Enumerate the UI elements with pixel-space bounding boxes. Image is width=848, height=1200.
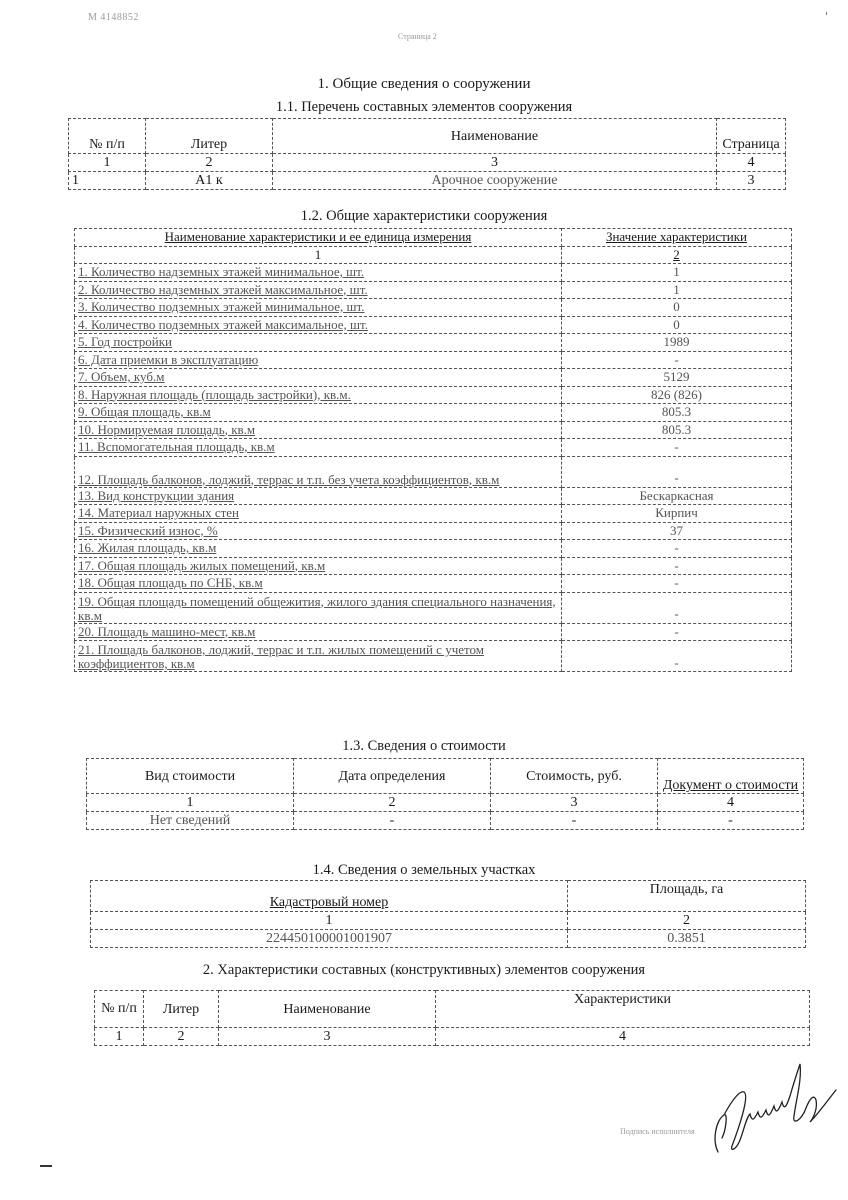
characteristic-name: 7. Объем, куб.м (75, 369, 562, 387)
table-row (75, 351, 792, 369)
characteristic-name: 21. Площадь балконов, лоджий, террас и т.п. жилых помещений с учетом коэффициентов, кв.м (75, 641, 562, 672)
number-cell: 1 (95, 1028, 144, 1046)
table-header-row (87, 759, 804, 794)
number-cell: 1 (75, 246, 562, 264)
characteristic-value: - (562, 439, 792, 457)
characteristic-name: 5. Год постройки (75, 334, 562, 352)
characteristic-value: 5129 (562, 369, 792, 387)
characteristic-value: 805.3 (562, 404, 792, 422)
cell-cadastral-number: 224450100001001907 (91, 930, 568, 948)
table-header-row (69, 119, 786, 154)
number-cell: 1 (69, 154, 146, 172)
elements-table (68, 118, 786, 190)
characteristic-name: 18. Общая площадь по СНБ, кв.м (75, 575, 562, 593)
scan-mark (40, 1165, 52, 1167)
number-cell: 3 (273, 154, 717, 172)
characteristic-name: 15. Физический износ, % (75, 522, 562, 540)
characteristic-value: - (562, 575, 792, 593)
characteristic-name: 9. Общая площадь, кв.м (75, 404, 562, 422)
characteristic-name: 12. Площадь балконов, лоджий, террас и т.п. без учета коэффициентов, кв.м (75, 456, 562, 487)
cell-date: - (294, 812, 491, 830)
table-header-row (75, 229, 792, 247)
table-row (87, 812, 804, 830)
table-row (75, 522, 792, 540)
characteristic-name: 4. Количество подземных этажей максимальное, шт. (75, 316, 562, 334)
header-cell: Литер (144, 991, 219, 1028)
table-row (75, 540, 792, 558)
header-cell: Стоимость, руб. (491, 759, 658, 794)
header-cell: Значение характеристики (562, 229, 792, 247)
characteristic-value: Бескаркасная (562, 487, 792, 505)
cell-liter: А1 к (146, 172, 273, 190)
table-row (75, 623, 792, 641)
table-row (75, 456, 792, 487)
number-cell: 4 (658, 794, 804, 812)
table-number-row (95, 1028, 810, 1046)
number-cell: 4 (436, 1028, 810, 1046)
characteristic-name: 19. Общая площадь помещений общежития, жилого здания специального назначения, кв.м (75, 592, 562, 623)
characteristic-name: 16. Жилая площадь, кв.м (75, 540, 562, 558)
cost-table (86, 758, 804, 830)
number-cell: 2 (146, 154, 273, 172)
header-cell: Наименование характеристики и ее единица измерения (75, 229, 562, 247)
characteristic-name: 17. Общая площадь жилых помещений, кв.м (75, 557, 562, 575)
characteristic-value: - (562, 623, 792, 641)
cell-document: - (658, 812, 804, 830)
characteristic-value: 37 (562, 522, 792, 540)
characteristic-value: - (562, 641, 792, 672)
characteristic-value: 805.3 (562, 421, 792, 439)
page-label: Страница 2 (398, 32, 437, 41)
table-row (75, 316, 792, 334)
characteristic-value: 826 (826) (562, 386, 792, 404)
table-row (75, 334, 792, 352)
number-cell: 1 (87, 794, 294, 812)
number-cell: 2 (568, 912, 806, 930)
table-row (75, 487, 792, 505)
table-row (69, 172, 786, 190)
table-number-row (69, 154, 786, 172)
header-cell: Наименование (219, 991, 436, 1028)
document-number: М 4148852 (88, 12, 139, 23)
table-row (75, 439, 792, 457)
header-cell: Наименование (273, 119, 717, 154)
header-cell: Кадастровый номер (91, 881, 568, 912)
cell-name: Арочное сооружение (273, 172, 717, 190)
header-cell: Дата определения (294, 759, 491, 794)
cell-index: 1 (69, 172, 146, 190)
characteristic-value: - (562, 540, 792, 558)
section-1-1-title: 1.1. Перечень составных элементов сооружения (275, 99, 573, 115)
characteristic-name: 10. Нормируемая площадь, кв.м (75, 421, 562, 439)
section-1-2-title: 1.2. Общие характеристики сооружения (300, 208, 548, 224)
header-cell: № п/п (69, 119, 146, 154)
characteristic-name: 3. Количество подземных этажей минимальное, шт. (75, 299, 562, 317)
characteristics-table (74, 228, 792, 672)
header-cell: Площадь, га (568, 881, 806, 912)
table-row (75, 264, 792, 282)
table-row (75, 421, 792, 439)
characteristic-name: 1. Количество надземных этажей минимальное, шт. (75, 264, 562, 282)
characteristic-name: 6. Дата приемки в эксплуатацию (75, 351, 562, 369)
characteristic-value: 1 (562, 281, 792, 299)
table-row (75, 505, 792, 523)
header-cell: Документ о стоимости (658, 759, 804, 794)
characteristic-name: 13. Вид конструкции здания (75, 487, 562, 505)
land-plots-table (90, 880, 806, 948)
number-cell: 1 (91, 912, 568, 930)
signature-image (710, 1060, 840, 1160)
table-row (75, 299, 792, 317)
section-1-4-title: 1.4. Сведения о земельных участках (312, 862, 536, 878)
characteristic-value: 0 (562, 316, 792, 334)
characteristic-name: 11. Вспомогательная площадь, кв.м (75, 439, 562, 457)
table-header-row (95, 991, 810, 1028)
characteristic-name: 14. Материал наружных стен (75, 505, 562, 523)
cell-cost-type: Нет сведений (87, 812, 294, 830)
characteristic-value: - (562, 351, 792, 369)
section-1-title: 1. Общие сведения о сооружении (317, 76, 531, 92)
characteristic-value: 0 (562, 299, 792, 317)
characteristic-value: 1989 (562, 334, 792, 352)
table-row (75, 641, 792, 672)
table-row (75, 386, 792, 404)
characteristic-value: - (562, 456, 792, 487)
number-cell: 2 (562, 246, 792, 264)
characteristic-name: 8. Наружная площадь (площадь застройки), кв.м. (75, 386, 562, 404)
section-2-title: 2. Характеристики составных (конструктивных) элементов сооружения (202, 962, 646, 978)
number-cell: 3 (219, 1028, 436, 1046)
characteristic-name: 20. Площадь машино-мест, кв.м (75, 623, 562, 641)
structural-elements-table (94, 990, 810, 1046)
cell-page: 3 (717, 172, 786, 190)
header-cell: Характеристики (436, 991, 810, 1028)
table-number-row (75, 246, 792, 264)
characteristic-value: 1 (562, 264, 792, 282)
signature-label: Подпись исполнителя (620, 1127, 695, 1136)
characteristic-value: - (562, 592, 792, 623)
table-row (75, 281, 792, 299)
table-header-row (91, 881, 806, 912)
cell-area: 0.3851 (568, 930, 806, 948)
characteristic-value: Кирпич (562, 505, 792, 523)
table-row (91, 930, 806, 948)
table-row (75, 404, 792, 422)
table-row (75, 557, 792, 575)
number-cell: 2 (144, 1028, 219, 1046)
header-cell: Страница (717, 119, 786, 154)
table-row (75, 575, 792, 593)
section-1-3-title: 1.3. Сведения о стоимости (342, 738, 506, 754)
number-cell: 2 (294, 794, 491, 812)
table-number-row (87, 794, 804, 812)
header-cell: Литер (146, 119, 273, 154)
characteristic-value: - (562, 557, 792, 575)
number-cell: 3 (491, 794, 658, 812)
table-number-row (91, 912, 806, 930)
number-cell: 4 (717, 154, 786, 172)
characteristic-name: 2. Количество надземных этажей максимальное, шт. (75, 281, 562, 299)
table-row (75, 369, 792, 387)
table-row (75, 592, 792, 623)
header-cell: Вид стоимости (87, 759, 294, 794)
scan-mark (826, 12, 827, 15)
cell-cost: - (491, 812, 658, 830)
header-cell: № п/п (95, 991, 144, 1028)
